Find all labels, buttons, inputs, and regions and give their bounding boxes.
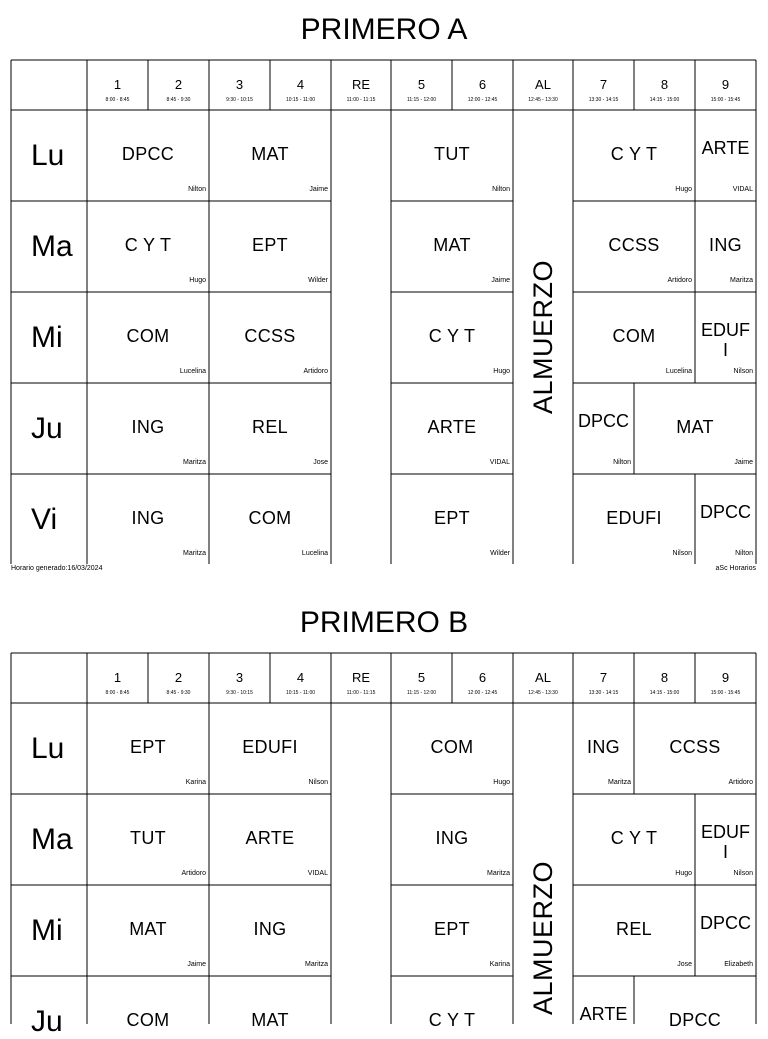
lesson-teacher: Jaime	[491, 277, 510, 284]
lesson-teacher: Lucelina	[665, 368, 692, 375]
lesson-subject: ING	[253, 919, 287, 939]
lesson-subject: MAT	[129, 919, 167, 939]
lesson-subject: ARTE	[427, 417, 477, 437]
period-time: 11:15 - 12:00	[406, 97, 437, 103]
lesson-teacher: Nilson	[733, 368, 753, 375]
lesson-teacher: Jaime	[309, 186, 328, 193]
lesson-teacher: Maritza	[305, 961, 328, 968]
lesson-teacher: Artidoro	[728, 779, 753, 786]
lesson-subject: DPCC	[699, 502, 751, 522]
period-time: 11:15 - 12:00	[406, 690, 437, 696]
period-time: 12:45 - 13:30	[528, 690, 558, 696]
lesson-subject: C Y T	[428, 326, 476, 346]
lesson-subject: EPT	[130, 737, 166, 757]
lesson-teacher: Hugo	[493, 368, 510, 375]
period-number: 9	[721, 670, 730, 685]
lesson-teacher: Elizabeth	[724, 961, 753, 968]
timetable-title: PRIMERO A	[300, 13, 468, 46]
lesson-subject: COM	[126, 326, 170, 346]
lesson-subject: C Y T	[610, 828, 658, 848]
lesson-teacher: Nilson	[308, 779, 328, 786]
lesson-subject: TUT	[130, 828, 166, 848]
lesson-teacher: Hugo	[189, 277, 206, 284]
period-number: 4	[296, 77, 305, 92]
lesson-subject: DPCC	[699, 913, 751, 933]
lesson-subject: DPCC	[668, 1010, 722, 1030]
lesson-teacher: Artidoro	[667, 277, 692, 284]
period-time: 13:30 - 14:15	[588, 690, 619, 696]
period-number: 8	[660, 77, 669, 92]
lesson-teacher: Maritza	[183, 459, 206, 466]
lesson-subject: ARTE	[701, 138, 750, 158]
lesson-subject: CCSS	[244, 326, 296, 346]
period-time: 15:00 - 15:45	[710, 690, 741, 696]
period-time: 8:45 - 9:30	[166, 690, 191, 696]
period-number: 3	[235, 77, 244, 92]
lesson-subject: EDUFI	[242, 737, 298, 757]
period-number: 9	[721, 77, 730, 92]
lesson-teacher: Artidoro	[181, 870, 206, 877]
period-number: 6	[478, 77, 487, 92]
lesson-subject: ING	[587, 737, 620, 757]
day-label: Ju	[31, 1005, 63, 1038]
period-time: 9:30 - 10:15	[226, 97, 253, 103]
lesson-teacher: Nilson	[672, 550, 692, 557]
lesson-teacher: Jaime	[187, 961, 206, 968]
lesson-teacher: Nilton	[492, 186, 510, 193]
period-number: 6	[478, 670, 487, 685]
day-label: Ju	[31, 412, 63, 445]
lesson-subject: ING	[131, 417, 165, 437]
lunch-label: ALMUERZO	[528, 860, 558, 1016]
lesson-teacher: Maritza	[608, 779, 631, 786]
lesson-teacher: Karina	[489, 961, 510, 968]
lesson-teacher: Maritza	[487, 870, 510, 877]
period-number: AL	[535, 670, 551, 685]
lesson-subject: C Y T	[428, 1010, 476, 1030]
lesson-teacher: Wilder	[490, 550, 510, 557]
lesson-subject: EDUFI	[701, 320, 750, 360]
period-number: 8	[660, 670, 669, 685]
lesson-subject: REL	[616, 919, 652, 939]
day-label: Ma	[31, 823, 73, 856]
period-number: 1	[113, 77, 122, 92]
period-number: 4	[296, 670, 305, 685]
period-number: RE	[351, 670, 371, 685]
lesson-teacher: Wilder	[308, 277, 328, 284]
lesson-teacher: Hugo	[493, 779, 510, 786]
period-number: 2	[174, 670, 183, 685]
lesson-teacher: Karina	[185, 779, 206, 786]
period-number: 5	[417, 670, 426, 685]
lesson-subject: DPCC	[577, 411, 629, 431]
lesson-subject: COM	[612, 326, 656, 346]
period-number: RE	[351, 77, 371, 92]
lesson-teacher: Nilton	[613, 459, 631, 466]
day-label: Lu	[31, 732, 65, 765]
day-label: Mi	[31, 914, 63, 947]
period-time: 9:30 - 10:15	[226, 690, 253, 696]
lesson-subject: ARTE	[579, 1004, 628, 1024]
period-time: 11:00 - 11:15	[346, 97, 376, 103]
lesson-teacher: Maritza	[183, 550, 206, 557]
lesson-teacher: Nilton	[188, 186, 206, 193]
lesson-teacher: Lucelina	[179, 368, 206, 375]
lesson-subject: EPT	[434, 919, 470, 939]
lesson-teacher: VIDAL	[307, 870, 328, 877]
period-time: 12:45 - 13:30	[528, 97, 558, 103]
lesson-subject: DPCC	[121, 144, 175, 164]
lesson-teacher: VIDAL	[489, 459, 510, 466]
period-number: 1	[113, 670, 122, 685]
lesson-subject: MAT	[251, 1010, 289, 1030]
lesson-subject: COM	[248, 508, 292, 528]
lesson-subject: TUT	[434, 144, 470, 164]
period-time: 8:00 - 8:45	[105, 97, 130, 103]
lesson-teacher: Hugo	[675, 186, 692, 193]
day-label: Lu	[31, 139, 65, 172]
period-number: 3	[235, 670, 244, 685]
period-time: 10:15 - 11:00	[285, 690, 316, 696]
period-number: AL	[535, 77, 551, 92]
lesson-teacher: VIDAL	[732, 186, 753, 193]
day-label: Ma	[31, 230, 73, 263]
lunch-label: ALMUERZO	[528, 259, 558, 415]
period-time: 11:00 - 11:15	[346, 690, 376, 696]
lesson-subject: EDUFI	[701, 822, 750, 862]
lesson-subject: EDUFI	[606, 508, 662, 528]
lesson-teacher: Nilson	[733, 870, 753, 877]
lesson-teacher: Hugo	[675, 870, 692, 877]
lesson-teacher: Jaime	[734, 459, 753, 466]
period-time: 8:00 - 8:45	[105, 690, 130, 696]
period-number: 2	[174, 77, 183, 92]
period-time: 14:15 - 15:00	[649, 97, 680, 103]
lesson-subject: MAT	[251, 144, 289, 164]
lesson-subject: C Y T	[610, 144, 658, 164]
period-time: 12:00 - 12:45	[467, 690, 498, 696]
lesson-teacher: Jose	[677, 961, 692, 968]
lesson-teacher: Lucelina	[301, 550, 328, 557]
period-time: 13:30 - 14:15	[588, 97, 619, 103]
lesson-subject: EPT	[252, 235, 288, 255]
period-time: 8:45 - 9:30	[166, 97, 191, 103]
lesson-subject: EPT	[434, 508, 470, 528]
period-number: 7	[599, 77, 608, 92]
lesson-subject: ING	[709, 235, 742, 255]
lesson-subject: C Y T	[124, 235, 172, 255]
period-number: 5	[417, 77, 426, 92]
lesson-subject: ING	[131, 508, 165, 528]
lesson-subject: REL	[252, 417, 288, 437]
lesson-teacher: Jose	[313, 459, 328, 466]
footer-generated-date: Horario generado:16/03/2024	[11, 565, 103, 572]
footer-software-name: aSc Horarios	[715, 565, 756, 572]
lesson-subject: CCSS	[669, 737, 721, 757]
period-time: 15:00 - 15:45	[710, 97, 741, 103]
lesson-subject: ING	[435, 828, 469, 848]
lesson-teacher: Artidoro	[303, 368, 328, 375]
period-time: 14:15 - 15:00	[649, 690, 680, 696]
timetable-title: PRIMERO B	[299, 606, 469, 639]
lesson-subject: MAT	[433, 235, 471, 255]
lesson-subject: ARTE	[245, 828, 295, 848]
lesson-subject: CCSS	[608, 235, 660, 255]
period-number: 7	[599, 670, 608, 685]
lesson-subject: MAT	[676, 417, 714, 437]
lesson-teacher: Nilton	[735, 550, 753, 557]
lesson-subject: COM	[126, 1010, 170, 1030]
period-time: 12:00 - 12:45	[467, 97, 498, 103]
lesson-teacher: Maritza	[730, 277, 753, 284]
period-time: 10:15 - 11:00	[285, 97, 316, 103]
day-label: Mi	[31, 321, 63, 354]
lesson-subject: COM	[430, 737, 474, 757]
day-label: Vi	[31, 503, 58, 536]
